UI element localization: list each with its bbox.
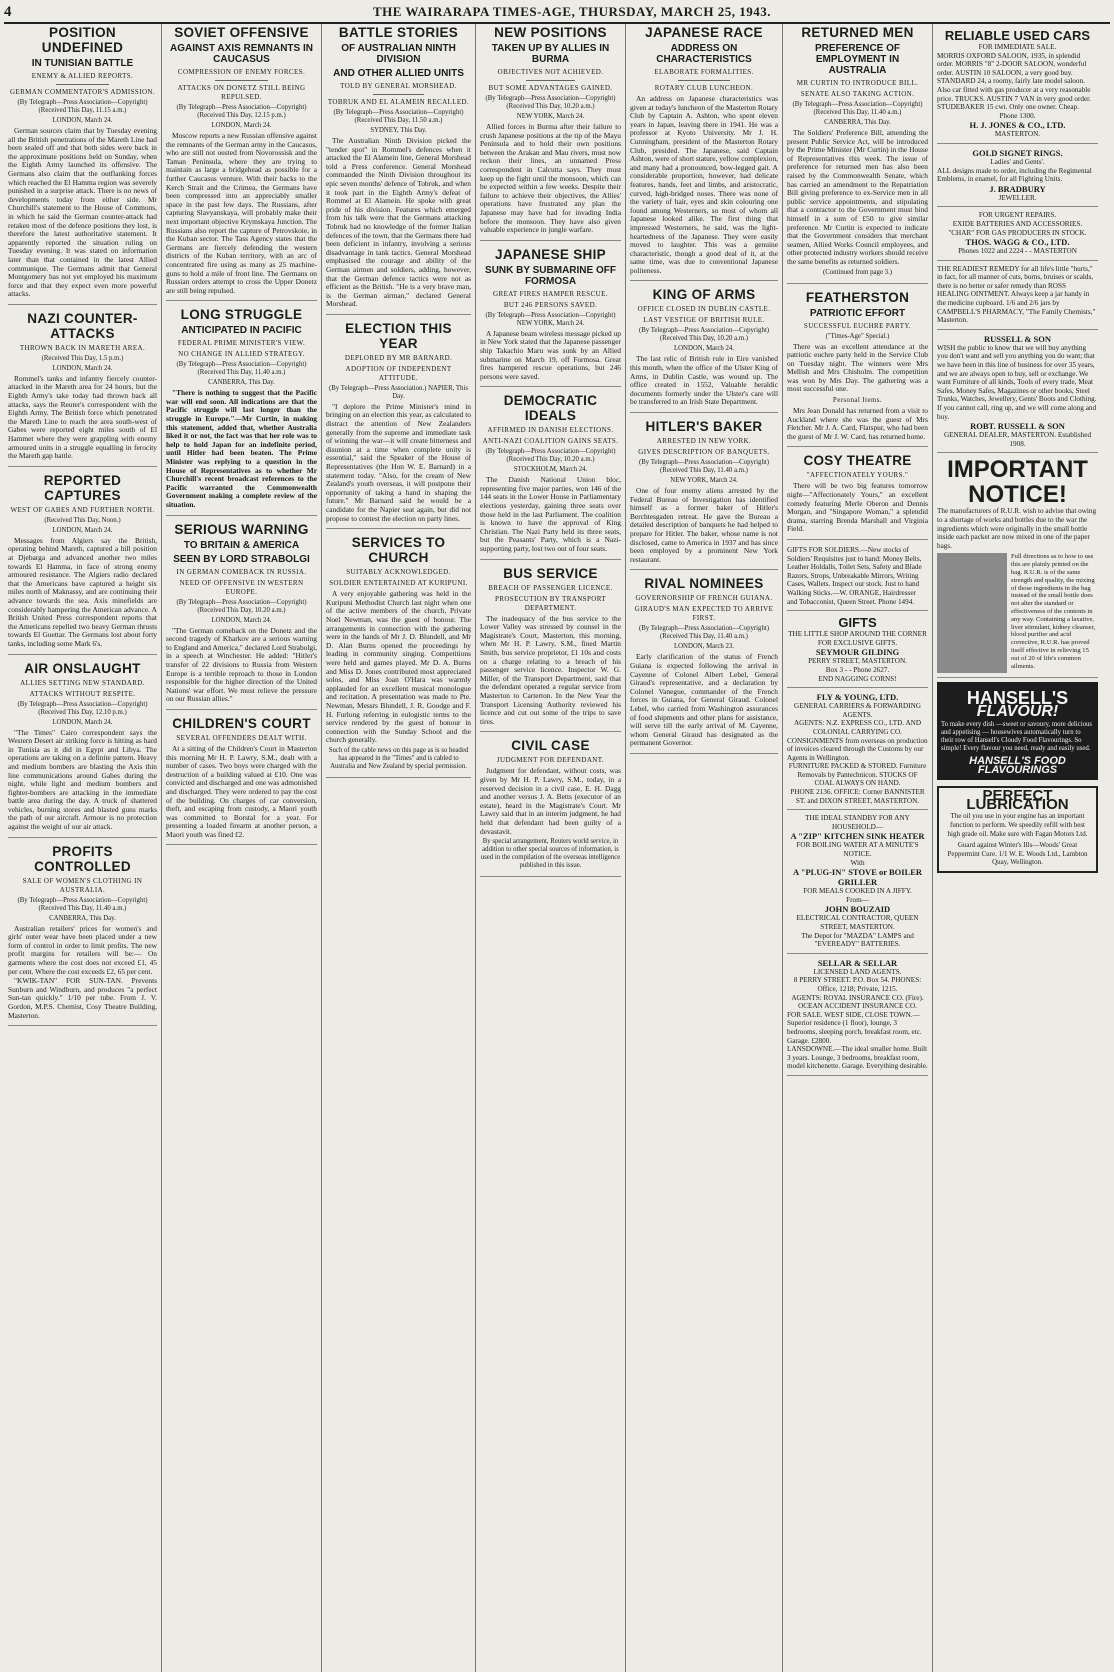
deck: ARRESTED IN NEW YORK. [656, 437, 752, 446]
dateline: CANBERRA, This Day. [824, 119, 891, 126]
advert-phone: Phones 1022 and 2224 - - MASTERTON [958, 247, 1077, 256]
subhead: TAKEN UP BY ALLIES IN BURMA [491, 43, 610, 65]
credit: (By Telegraph—Press Association—Copyright) (Received This Day, 11.40 a.m.) [792, 101, 923, 116]
advert-name: SELLAR & SELLAR [817, 957, 898, 968]
advert-text: GIFTS FOR SOLDIERS.—New stocks of Soldiers' Requisites just to hand: Money Belts, Leather Holdalls, Toilet Sets, Safety and Blade Razors, Strops, Unbreakable Mirrors, Writing Cases, Wallets. Inspect our stock. Just to hand Walking Sticks.—W. ORANGE, Hairdresser and Tobacconist, Queen Street. Phone 1494. [787, 546, 922, 606]
advert-signet-rings [937, 148, 1098, 207]
subhead: AND OTHER ALLIED UNITS [333, 68, 464, 79]
advert-line: Ladies' and Gents'. [990, 157, 1045, 166]
advert-used-cars [937, 28, 1098, 144]
subhead: OF AUSTRALIAN NINTH DIVISION [341, 43, 456, 65]
headline: BATTLE STORIES [338, 25, 459, 40]
headline: KING OF ARMS [652, 287, 756, 303]
headline: RETURNED MEN [801, 25, 914, 40]
advert-name: J. BRADBURY [989, 183, 1046, 194]
credit: (By Telegraph—Press Association—Copyright) (Received This Day, 10.20 a.m.) [176, 598, 307, 614]
headline: SERIOUS WARNING [174, 521, 309, 537]
body: "There is nothing to suggest that the Pacific war will end soon. All indications are that the Pacific struggle will last longer than the struggle in Europe."—Mr Curtin, in making this statement, added that, whether Australia liked it or not, the fact was that her role was to help to hold Japan for an indefinite period, until Hitler had been beaten. The Prime Minister was replying to a question in the House of Representatives as to whether Mr Churchill's recent broadcast references to the Pacific warranted the Commonwealth Government making a complete review of the situation. [166, 388, 317, 509]
article-battle-stories [326, 25, 471, 315]
deck: SUITABLY ACKNOWLEDGED. [346, 568, 451, 577]
deck: NO CHANGE IN ALLIED STRATEGY. [178, 350, 305, 359]
advert-line: END NAGGING CORNS! [818, 674, 897, 683]
deck: Personal Items. [832, 396, 883, 405]
body: German sources claim that by Tuesday evening all the British penetrations of the Mareth Line had been sealed off and that both sides were back in the approximate positions held on Sunday, when the Eighth Army launched its offensive. The Germans also claim that the outflanking forces which reached the El Hamma region was severely punished in a surprise attack. There is no news of developments today from either side. Mr Churchill's statement to the House of Commons, in which he said the German counter-attack had retaken most of the defence positions they lost, is therefore the latest authoritative statement. It apparently reported the situation ruling on Tuesday evening. It was stated on information later than that contained in the latest Allied communique. The Germans admit that General Montgomery has not yet employed his maximum force and that they expect even more powerful attacks. [8, 126, 157, 299]
advert-john-bouzaid [787, 814, 928, 954]
dateline: LONDON, March 24. [52, 718, 113, 726]
advert-body: WISH the public to know that we will buy anything you don't want and sell you anything you do want; that we have been in this line of business for over 35 years, and we are always open to buy, sell or exchange. We want Furniture of all kinds, Tools of every trade, Meat Safes, Money Safes, Magazines or other books, Steel Trunks, Watches, Jewellery, Gents' Boots and Clothing. If you cannot call, ring up, and we will come along and buy. [937, 343, 1097, 421]
deck: ENEMY & ALLIED REPORTS. [31, 72, 134, 80]
deck: GIRAUD'S MAN EXPECTED TO ARRIVE FIRST. [634, 605, 774, 623]
advert-title: RELIABLE USED CARS [944, 28, 1091, 43]
advert-russell-son [937, 334, 1098, 454]
deck: SUCCESSFUL EUCHRE PARTY. [803, 321, 912, 330]
advert-title: GOLD SIGNET RINGS. [972, 147, 1063, 158]
credit: (By Telegraph—Press Association—Copyright) (Received This Day, 11.15 a.m.) [17, 99, 148, 114]
advert-body: The manufacturers of R.U.R. wish to advise that owing to a shortage of works and bottles due to the war the ingredients which were originally in the small bottle inside each packet are now mixed in one of the paper bags. [937, 507, 1097, 550]
article-cosy-theatre [787, 453, 928, 540]
deck: SEVERAL OFFENDERS DEALT WITH. [176, 733, 307, 742]
body: Messages from Algiers say the British, operating behind Mareth, captured a hill position at Djebarga and advanced another two miles towards El Hamma, in face of strong enemy armoured resistance. The Algiers radio declared that the Americans have captured a height six miles north of Maknassy, and are continuing their advance towards the sea. Axis minefields are considerably hampering the American advance. A British United Press correspondent reports that the Americans repelled two heavy German thrusts towards El Guettar. The Germans lost about forty tanks, including some Mark 6's. [8, 535, 157, 648]
advert-line: From— [846, 895, 869, 904]
advert-items: MORRIS OXFORD SALOON, 1935, in splendid order. MORRIS "8" 2-DOOR SALOON, wonderful order. AUSTIN 10 SALOON, a very good buy. STANDARD 24, a roomy, fairly late model saloon. Also car fitted with gas producer at a very reasonable price. TRUCKS. AUSTIN 7 VAN in very good order. STUDEBAKER 15 cwt. Only one owner. Cheap. [937, 51, 1091, 112]
article-democratic-ideals [480, 393, 621, 559]
advert-title: GIFTS [838, 615, 877, 631]
credit: ("Times-Age" Special.) [825, 332, 890, 340]
advert-title: IMPORTANT NOTICE! [947, 456, 1088, 509]
body: The Soldiers' Preference Bill, amending the present Public Service Act, will be introduced by the Prime Minister (Mr Curtin) in the House of Representatives this week. The issue of preference for returned men has also been raised by the Commonwealth Senate, which has carried an amendment to the Repatriation Bill giving preference to ex-Service men in all public service appointments, and stipulating that a contractor to the Government must bind himself in a sum of £50 to give similar preference. Mr Curtin is expected to indicate that the Government considers that merchant seamen, Allied Works Council employees, and other protected industry workers should receive the same benefits as returned soldiers. [787, 128, 928, 266]
deck: ADOPTION OF INDEPENDENT ATTITUDE. [345, 364, 452, 382]
body: The inadequacy of the bus service to the Lower Valley was stressed by counsel in the Magistrate's Court, Masterton, this morning, when Mr H. P. Lawry, S.M., fined Martin Smith, bus service proprietor, £1 10s and costs on a charge relating to a breach of his passenger service licence. Inspector W. G. Miller, of the Transport Department, said that the defendant operated a regular service from Masterton to Carterton. In the New Year the Transport Licensing Authority reviewed his licence and cut out some of the trips to save tires. [480, 613, 621, 726]
headline: CIVIL CASE [511, 738, 590, 754]
body: Early clarification of the status of French Guiana is expected following the arrival in Cayenne of Colonel Albert Lebel, General Giraud's representative, and a declaration by Colonel Vanegue, commander of the French forces in Guiana, for General Giraud. Colonel Lebel, who carried from Washington assurances of food shipments and other plans for assistance, will serve till the early arrival of M. Cayenne, whom General Giraud has designated as the permanent Governor. [630, 652, 778, 748]
body: Australian retailers' prices for women's and girls' outer wear have been placed under a new form of control in order to limit profits. The new profit margins for retailers will be:— On garments where the cost does not exceed £1, 45 per cent. Where the cost exceeds £2, 65 per cent. [8, 923, 157, 976]
headline: RIVAL NOMINEES [644, 576, 764, 592]
deck: ANTI-NAZI COALITION GAINS SEATS. [482, 437, 619, 446]
article-japanese-ship [480, 247, 621, 388]
advert-ointment [937, 265, 1098, 330]
headline: REPORTED CAPTURES [43, 472, 122, 503]
deck: NEED OF OFFENSIVE IN WESTERN EUROPE. [179, 578, 304, 596]
credit: (By Telegraph—Press Association.) NAPIER, This Day. [329, 384, 468, 400]
continued-note: (Continued from page 3.) [822, 268, 893, 276]
subhead: PATRIOTIC EFFORT [809, 307, 906, 319]
advert-title: HANSELL'S [966, 688, 1069, 709]
credit: (By Telegraph—Press Association—Copyright) (Received This Day, 10.20 a.m.) [485, 95, 616, 110]
advert-line: A "ZIP" KITCHEN SINK HEATER [790, 831, 925, 842]
headline: PROFITS CONTROLLED [34, 843, 131, 874]
headline: POSITION UNDEFINED [41, 25, 124, 55]
subhead: TO BRITAIN & AMERICA [183, 539, 300, 551]
deck: ELABORATE FORMALITIES. [654, 68, 754, 76]
dateline: LONDON, March 24. [52, 117, 113, 124]
dateline: LONDON, March 24. [211, 122, 272, 129]
body: Rommel's tanks and infantry fiercely counter-attacked in the Mareth area for 24 hours, but the Eighth Army's take today had thrown back all attacks, says the Reuter's correspondent with the Eighth Army. The British force which penetrated the Mareth Line to reach the area south-west of Gabes were reported eight miles south of El Hammet where they were grappling with enemy armoured units in a struggle equalling in ferocity the Mareth gap battle. [8, 373, 157, 461]
deck: GERMAN COMMENTATOR'S ADMISSION. [9, 88, 156, 96]
advert-line: With [850, 858, 865, 867]
deck: BUT SOME ADVANTAGES GAINED. [488, 84, 613, 92]
advert-line: GENERAL DEALER, MASTERTON. Established 1908. [943, 431, 1092, 448]
article-hitlers-baker [630, 419, 778, 570]
body: A very enjoyable gathering was held in the Kuripuni Methodist Church last night when one of the active members of the church, Private Noel Newman, was the guest of honour. The arrangements in connection with the gathering were in the hands of Mr J. D. Blundell, and Mr D. Alan Burns opened the proceedings by leading in community singing. Competitions were held and games played. Mr D. A. Burns and Miss D. Jones contributed most appreciated solos, and Miss Joan O'Hara was warmly applauded for an excellent musical monologue and recitation. A presentation was made to Pte. Newman, Messrs Blundell, J. R. Goodge and F. H. Furlong referring in eulogistic terms to the service rendered by the guest of honour in connection with the Sunday School and the church generally. [326, 589, 471, 745]
advert-line: LANSDOWNE.—The ideal smaller home. Built 3 years. Lounge, 3 bedrooms, breakfast room, model kitchenette. Garage. Everything desirable. [787, 1045, 928, 1071]
credit: (By Telegraph—Press Association—Copyright) (Received This Day, 12.10 p.m.) [17, 700, 148, 716]
credit: (By Telegraph—Press Association—Copyright) (Received This Day, 10.20 a.m.) [638, 327, 770, 343]
advert-body: THE READIEST REMEDY for all life's little "hurts," in fact, for all manner of cuts, burns, bruises or scalds, there is no better or safer remedy than ROSS HEALING OINTMENT. Always keep a jar handy in the medicine cupboard. 1/6 and 2/6 jars by CAMPBELL'S PHARMACY, "The Family Chemists," Masterton. [937, 264, 1096, 325]
headline: FEATHERSTON [805, 289, 910, 305]
advert-subtitle: FLAVOUR! [976, 703, 1059, 721]
columns [4, 24, 1110, 1672]
article-air-onslaught [8, 661, 157, 838]
advert-line: A "PLUG-IN" STOVE or BOILER GRILLER [792, 867, 923, 888]
subhead: PREFERENCE OF EMPLOYMENT IN AUSTRALIA [814, 43, 900, 76]
body: The Australian Ninth Division picked the "tender spot" in Rommel's defences when it attacked the El Alamein line, General Morshead told a Press conference. General Morshead commanded the Ninth Division throughout its epic seven months' defence of Tobruk, and when it took part in the Eighth Army's defeat of Rommel at El Alamein. He spoke with great pride of his division. Features which emerged from his talk were that the Germans attacking Tobruk had no knowledge of the former Italian defences of the town, that the Germans there had been deficient in infantry, involving a serious disadvantage in tank tactics. General Morshead emphasised the courage and ability of the German airmen and soldiers, adding, however, that the German defence tactics were not as efficient as the British. "He is a very brave man, is the German airman," declared General Morshead. [326, 136, 471, 309]
advert-line: THE IDEAL STANDBY FOR ANY HOUSEHOLD— [805, 814, 910, 831]
masthead [4, 2, 1110, 24]
rule [56, 84, 108, 85]
dateline: LONDON, March 23. [673, 643, 735, 651]
deck: MR CURTIN TO INTRODUCE BILL. [796, 79, 919, 87]
deck: COMPRESSION OF ENEMY FORCES. [177, 68, 306, 76]
advert-perfect-lubrication [937, 786, 1098, 873]
article-soviet-offensive [166, 25, 317, 301]
subhead: SUNK BY SUBMARINE OFF FORMOSA [485, 264, 616, 287]
credit: (By Telegraph—Press Association—Copyright) (Received This Day, 11.40 a.m.) [638, 459, 770, 475]
credit: (Received This Day, Noon.) [44, 516, 121, 524]
deck: "AFFECTIONATELY YOURS." [806, 471, 909, 480]
deck: WEST OF GABES AND FURTHER NORTH. [10, 505, 155, 514]
advert-footer: Guard against Winter's Ills—Woods' Great Peppermint Cure. 1/1 W. E. Woods Ltd., Lambton Quay, Wellington. [947, 841, 1088, 867]
deck: SALE OF WOMEN'S CLOTHING IN AUSTRALIA. [22, 876, 143, 894]
article-services-to-church [326, 535, 471, 778]
advert-sellar-sellar [787, 958, 928, 1076]
column-1 [4, 24, 162, 1672]
article-childrens-court [166, 716, 317, 846]
advert-tagline: HANSELL'S FOOD FLAVOURINGS [969, 754, 1066, 776]
deck: THROWN BACK IN MARETH AREA. [19, 343, 146, 352]
subhead: SEEN BY LORD STRABOLGI [173, 553, 310, 565]
dateline: LONDON, March 24. [52, 526, 113, 534]
deck: TOBRUK AND EL ALAMEIN RECALLED. [327, 98, 470, 106]
headline: DEMOCRATIC IDEALS [503, 393, 598, 424]
page-number: 4 [4, 3, 12, 20]
advert-line: CONSIGNMENTS from overseas on production of invoices cleared through the Customs by our Agents in Wellington. [787, 736, 928, 762]
rule [678, 80, 730, 81]
deck: BUT 246 PERSONS SAVED. [503, 300, 598, 309]
dateline: LONDON, March 24. [52, 364, 113, 372]
masthead-title: THE WAIRARAPA TIMES-AGE, THURSDAY, MARCH 25, 1943. [373, 4, 771, 19]
deck: BREACH OF PASSENGER LICENCE. [488, 583, 613, 592]
headline: BUS SERVICE [503, 565, 598, 581]
advert-line: THE LITTLE SHOP AROUND THE CORNER FOR EXCLUSIVE GIFTS. [788, 630, 927, 647]
dateline: NEW YORK, March 24. [670, 477, 738, 485]
advert-line: PERRY STREET, MASTERTON. [808, 657, 907, 666]
advert-line: EXIDE BATTERIES AND ACCESSORIES. [952, 219, 1083, 228]
body: Mrs Jean Donald has returned from a visit to Auckland where she was the guest of Mrs Fletcher. Mr J. A. Card, Flatspur, who had been the guest of Mr J. W. Card, has returned home. [787, 406, 928, 441]
body: "The German comeback on the Donetz and the second tragedy of Kharkov are a serious warning to England and America," declared Lord Strabolgi, in a speech at Winchester. He added: "Hitler's transfer of 22 divisions to Russia from Western Europe is a terrible reproach to those in London responsible for the higher direction of the United Nations' war effort. We must relieve the pressure on our Russian allies." [166, 625, 317, 704]
body: At a sitting of the Children's Court in Masterton this morning Mr H. P. Lawry, S.M., dealt with a number of cases. Two boys were charged with the destruction of a building valued at £10. One was convicted and discharged and one was admonished and discharged. They were ordered to pay the cost of the building. On charges of car conversion, theft, and escaping from custody, a Maori youth was committed to Borstal for a year. For presenting a loaded firearm at another person, a Maori youth was fined £2. [166, 743, 317, 839]
article-election-this-year [326, 321, 471, 529]
headline: NEW POSITIONS [494, 25, 607, 40]
article-profits-controlled [8, 844, 157, 1027]
headline: NAZI COUNTER-ATTACKS [27, 310, 138, 341]
credit: (By Telegraph—Press Association—Copyright) (Received This Day, 11.40 a.m.) [638, 625, 770, 641]
body: Moscow reports a new Russian offensive against the remnants of the German army in the Caucasus, who are still not ousted from Novorossisk and the Taman Peninsula, where they are trying to maintain as large a bridgehead as possible for a further Caucasus venture. With their backs to the Kerch Strait and the Crimea, the Germans have been compressed into an appreciably smaller space in the past few days. The Russians, after capturing Slavyanskaya, will probably make their next important objective Krymskaya Junction. The Russians also report the capture of Petrovskoie, in the Kuban sector. The Tass Agency states that the Germans are fiercely defending the western districts of the Kuban territory, with an arc of concentrated fire using as many as 25 machine-guns to hold a mile of front line. The Germans on Russian orders attempt to cross the Upper Donetz are still being repulsed. [166, 131, 317, 295]
advert-line: AGENTS: ROYAL INSURANCE CO. (Fire). OCEAN ACCIDENT INSURANCE CO. [791, 993, 924, 1011]
advert-name: THOS. WAGG & CO., LTD. [965, 237, 1070, 248]
advert-side-text: Full directions as to how to use this are plainly printed on the bag. R.U.R. is of the same strength and quality, the mixing of those ingredients in the bag instead of the small bottle does not alter the standard or effectiveness of the contents in any way. Containing a laxative, liver stimulant, kidney cleanser, blood purifier and acid corrective, R.U.R. has proved itself effective in relieving 15 out of 20 of life's common ailments. [1011, 553, 1096, 670]
advert-phone: Phone 1300. [999, 111, 1036, 120]
advert-line: ELECTRICAL CONTRACTOR, QUEEN STREET, MASTERTON. [796, 914, 919, 931]
headline: AIR ONSLAUGHT [24, 660, 141, 676]
deck: ALLIES SETTING NEW STANDARD. [20, 678, 145, 687]
deck: OFFICE CLOSED IN DUBLIN CASTLE. [637, 305, 771, 314]
subhead: ANTICIPATED IN PACIFIC [181, 325, 302, 337]
column-7 [933, 24, 1102, 1672]
credit: (Received This Day, 1.5 p.m.) [41, 354, 124, 362]
advert-important-notice [937, 457, 1098, 678]
advert-line: FOR BOILING WATER AT A MINUTE'S NOTICE. [796, 841, 919, 859]
deck: IN GERMAN COMEBACK IN RUSSIA. [176, 567, 307, 576]
deck: DEPLORED BY MR BARNARD. [344, 353, 453, 362]
advert-title: PERFECT LUBRICATION [966, 787, 1069, 813]
portrait-photo [937, 553, 1007, 673]
advert-thos-wagg [937, 211, 1098, 260]
advert-name: FLY & YOUNG, LTD. [816, 692, 899, 703]
advert-name: RUSSELL & SON [983, 333, 1052, 344]
deck: SENATE ALSO TAKING ACTION. [800, 90, 915, 98]
subhead: IN TUNISIAN BATTLE [31, 58, 134, 69]
column-5 [626, 24, 783, 1672]
advert-line: JEWELLER. [998, 193, 1037, 202]
body: "The Times" Cairo correspondent says the Western Desert air striking force is hitting as hard in Tunisia as it did in Egypt and Libya. The operations are taking on a definite pattern. Heavy and medium bombers are blasting the Axis thin line communications around Gabes during the night, while light and medium bombers and fighter-bombers are attacking in the immediate battle area during the day. A truck of shattered vehicles, burning stores and blasted guns marks the path of our aircraft. Armour is no protection against the weight of our air attack. [8, 727, 157, 832]
body: An address on Japanese characteristics was given at today's luncheon of the Masterton Rotary Club by Captain A. Ashton, who spent eleven years in Japan, leaving there in 1941. He was a professor at Kyoto University. Mr J. H. Cunningham, president of the Masterton Rotary Club, presided. The Japanese, said Captain Ashton, were of short stature, yellow complexion, and many had a pronounced, bow-legged gait. A considerable proportion, however, had delicate features, hands, feet and limbs, and aristocratic, curved, high-bridged noses. There was none of the variety of hair, eyes and skin colouring one found among Westerners, so most of whom all Japanese looked alike. The first thing that impressed Westerners, he said, was the light-heartedness of the Japanese. They were easily moved to laughter. This was a genuine characteristic, though a good deal of it, at the same time, was due to conventional Japanese politeness. [630, 94, 778, 275]
body: Judgment for defendant, without costs, was given by Mr H. P. Lawry, S.M., today, in a reserved decision in a civil case, E. H. Dagg and another versus J. A. Betts (executor of an estate), heard in the Magistrate's Court. Mr Lawry said that in an interim judgment, he had held that defendant had been guilty of a devastavit. [480, 766, 621, 836]
advert-line: The Depot for "MAZDA" LAMPS and "EVEREADY" BATTERIES. [801, 931, 914, 949]
deck: ROTARY CLUB LUNCHEON. [654, 84, 754, 92]
body: A Japanese beam wireless message picked up in New York stated that the Japanese passenger ship Takachio Maru was sunk by an Allied submarine on March 19, off Formosa. Great fires hampered rescue operations, but 246 persons were saved. [480, 328, 621, 381]
advert-gifts-for-soldiers [787, 546, 928, 611]
footnote: Such of the cable news on this page as is so headed has appeared in the "Times" and is cabled to Australia and New Zealand by special permission. [328, 746, 469, 770]
deck: JUDGMENT FOR DEFENDANT. [496, 756, 605, 765]
body: "I deplore the Prime Minister's mind in bringing on an election this year, as calculated to distract the attention of New Zealanders generally from the supreme and immediate task of winning the war—it will create bitterness and disunion at a time when complete unity is essential," said the Speaker of the House of Representatives (the Hon W. E. Barnard) in a statement today. "Also, for the cream of New Zealand's youth overseas, it will postpone their opportunity of taking a hand in shaping the future." Mr Barnard said he would be a candidate for the Napier seat again, but did not propose to contest the election on party lines. [326, 401, 471, 523]
advert-line: FOR IMMEDIATE SALE. [978, 43, 1057, 51]
advert-photo-block [937, 553, 1098, 673]
body: The last relic of British rule in Eire vanished this month, when the office of the Ulster King of Arms, in Dublin Castle, was wound up. The office created in 1552, Valuable heraldic documents formerly under the Ulster's care will be transferred to an Irish State Department. [630, 354, 778, 407]
article-serious-warning [166, 522, 317, 710]
deck: GOVERNORSHIP OF FRENCH GUIANA. [635, 594, 773, 603]
dateline: LONDON, March 24. [211, 616, 272, 624]
article-bus-service [480, 566, 621, 733]
advert-line: "CHAR" FOR GAS PRODUCERS IN STOCK. [948, 228, 1087, 237]
rule [526, 80, 575, 81]
body: There will be two big features tomorrow night—"Affectionately Yours," an excellent comedy featuring Merle Oberon and Dennis Morgan, and "Singapore Woman," a splendid drama, starring Brenda Marshall and Virginia Field. [787, 481, 928, 534]
article-rival-nominees [630, 576, 778, 754]
advert-line: FOR URGENT REPAIRS. [978, 211, 1057, 220]
deck: LAST VESTIGE OF BRITISH RULE. [643, 316, 765, 325]
advert-name: SEYMOUR GILDING [815, 647, 900, 658]
credit: (By Telegraph—Press Association—Copyright) (Received This Day, 11.40 a.m.) [176, 361, 307, 377]
column-2 [162, 24, 322, 1672]
advert-line: GENERAL CARRIERS & FORWARDING AGENTS. [794, 702, 921, 719]
deck: ATTACKS WITHOUT RESPITE. [29, 689, 136, 698]
column-4 [476, 24, 626, 1672]
advert-line: PHONE 2136. OFFICE: Corner BANNISTER ST. and DIXON STREET, MASTERTON. [790, 788, 925, 805]
advert-kwik-tan: "KWIK-TAN" FOR SUN-TAN. Prevents Sunburn and Windburn, and produces "a perfect Sun-tan quickly." 1/10 per tube. From J. V. Gordon, M.P.S. Chemist, Cosy Theatre Building, Masterton. [8, 976, 157, 1020]
credit: (By Telegraph—Press Association—Copyright) (Received This Day, 10.20 a.m.) [485, 448, 616, 464]
credit: (By Telegraph—Press Association—Copyright) (Received This Day, 11.50 a.m.) [333, 109, 464, 124]
subhead: AGAINST AXIS REMNANTS IN CAUCASUS [170, 43, 313, 65]
body: The Danish National Union bloc, representing five major parties, won 146 of the 144 seats in the Lower House in Parliamentary elections yesterday, gaining three seats over those held in the last Parliament. The coalition is known to have the approval of King Christian. The Nazi Party held its three seats, but the Peasants' Party, which is a Nazi-supporting party, lost two out of four seats. [480, 475, 621, 554]
deck: AFFIRMED IN DANISH ELECTIONS. [487, 426, 614, 435]
dateline: CANBERRA, This Day. [49, 914, 116, 922]
article-king-of-arms [630, 287, 778, 413]
headline: SOVIET OFFENSIVE [174, 25, 309, 40]
advert-line: Box 3 - - Phone 2627. [825, 665, 890, 674]
deck: ATTACKS ON DONETZ STILL BEING REPULSED. [177, 84, 306, 101]
deck: FEDERAL PRIME MINISTER'S VIEW. [177, 339, 306, 348]
headline: CHILDREN'S COURT [172, 715, 311, 731]
deck: GIVES DESCRIPTION OF BANQUETS. [638, 448, 770, 457]
advert-line: 8 PERRY STREET. P.O. Box 54. PHONES: Office, 1218; Private, 1215. [793, 976, 922, 993]
advert-name: JOHN BOUZAID [824, 904, 891, 915]
column-3 [322, 24, 476, 1672]
credit: (By Telegraph—Press Association—Copyright) (Received This Day, 11.40 a.m.) [17, 896, 148, 912]
dateline: STOCKHOLM, March 24. [513, 466, 588, 474]
article-new-positions [480, 25, 621, 241]
article-featherston [787, 290, 928, 448]
body: There was an excellent attendance at the patriotic euchre party held in the Service Club on Tuesday night. The winners were Mrs Mellish and Mrs Chisholm. The competition was won by Mrs Day. The gathering was a most successful one. [787, 341, 928, 394]
advert-name: H. J. JONES & CO., LTD. [969, 120, 1066, 131]
advert-line: FURNITURE PACKED & STORED. Furniture Removals by Pantechnicon. STOCKS OF COAL ALWAYS ON HAND. [788, 762, 927, 788]
credit: (By Telegraph—Press Association—Copyright) (Received This Day, 12.15 p.m.) [176, 104, 307, 119]
article-reported-captures [8, 473, 157, 655]
credit: (By Telegraph—Press Association—Copyright) NEW YORK, March 24. [485, 311, 616, 327]
rule [373, 94, 424, 95]
headline: LONG STRUGGLE [180, 307, 303, 323]
headline: ELECTION THIS YEAR [345, 320, 452, 351]
deck: TOLD BY GENERAL MORSHEAD. [340, 82, 457, 90]
headline: JAPANESE RACE [645, 25, 763, 40]
dateline: CANBERRA, This Day. [208, 379, 275, 387]
body: One of four enemy aliens arrested by the Federal Bureau of Investigation has identified himself as a former baker of Hitler's Berchtesgaden retreat. He gave the Bureau a detailed description of banquets he had helped to prepare for Hitler. The baker, whose name is not disclosed, came to America in 1937 and has since been employed by a prominent New York restaurant. [630, 486, 778, 564]
advert-line: MASTERTON. [994, 130, 1041, 139]
article-position-undefined [8, 25, 157, 305]
footnote: By special arrangement, Reuters world service, in addition to other special sources of information, is used in the compilation of the overseas intelligence published in this issue. [480, 838, 621, 870]
headline: HITLER'S BAKER [645, 419, 763, 435]
article-long-struggle [166, 307, 317, 515]
advert-hansells [937, 682, 1098, 780]
advert-gifts [787, 615, 928, 688]
dateline: LONDON, March 24. [673, 345, 735, 353]
advert-body: The oil you use in your engine has an important function to perform. We speedily refill with best high grade oil. Make sure with Fagan Motors Ltd. [947, 812, 1088, 838]
advert-name: ROBT. RUSSELL & SON [970, 421, 1065, 432]
advert-line: FOR SALE. WEST SIDE, CLOSE TOWN.—Superior residence (1 floor), lounge, 3 bedrooms, sleeping porch, breakfast room, etc. Garage. £2800. [787, 1010, 922, 1045]
advert-body: ALL designs made to order, including the Regimental Emblems, in enamel, for all Fighting Units. [937, 166, 1092, 184]
article-nazi-counter-attacks [8, 311, 157, 467]
headline: SERVICES TO CHURCH [351, 535, 446, 566]
subhead: ADDRESS ON CHARACTERISTICS [656, 43, 752, 65]
article-civil-case [480, 738, 621, 877]
deck: GREAT FIRES HAMPER RESCUE. [493, 289, 608, 298]
rule [215, 80, 268, 81]
article-returned-men [787, 25, 928, 284]
body: Allied forces in Burma after their failure to crush Japanese positions at the tip of the Mayu Peninsula and to hold their own positions between the Arakan and Mau rivers, must now reckon their lines, an unnamed Press correspondent in Calcutta says. They must keep up the fight until the monsoon, which can be expected within a few weeks. Despite their failure to achieve their objectives, the Allies' operations have frustrated any plan the Japanese may have had for invading India before the monsoon. They have also given valuable experience in jungle warfare. [480, 122, 621, 235]
headline: JAPANESE SHIP [495, 246, 606, 262]
deck: SOLDIER ENTERTAINED AT KURIPUNI. [329, 579, 468, 588]
article-japanese-race [630, 25, 778, 281]
deck: PROSECUTION BY TRANSPORT DEPARTMENT. [494, 594, 607, 612]
advert-body: To make every dish —sweet or savoury, more delicious and appetising — housewives automatically turn to their row of Hansell's Cloudy Food Flavourings. So simple! Every flavour you need, ready and easily used. [941, 720, 1093, 752]
advert-line: LICENSED LAND AGENTS. [813, 967, 902, 976]
deck: OBJECTIVES NOT ACHIEVED. [497, 68, 604, 76]
headline: COSY THEATRE [803, 453, 912, 469]
column-6 [783, 24, 933, 1672]
dateline: NEW YORK, March 24. [516, 113, 585, 120]
advert-line: FOR MEALS COOKED IN A JIFFY. [803, 887, 912, 896]
dateline: SYDNEY, This Day. [370, 127, 427, 134]
advert-line: AGENTS: N.Z. EXPRESS CO., LTD. AND COLONIAL CARRYING CO. [793, 719, 922, 736]
advert-fly-young [787, 692, 928, 810]
